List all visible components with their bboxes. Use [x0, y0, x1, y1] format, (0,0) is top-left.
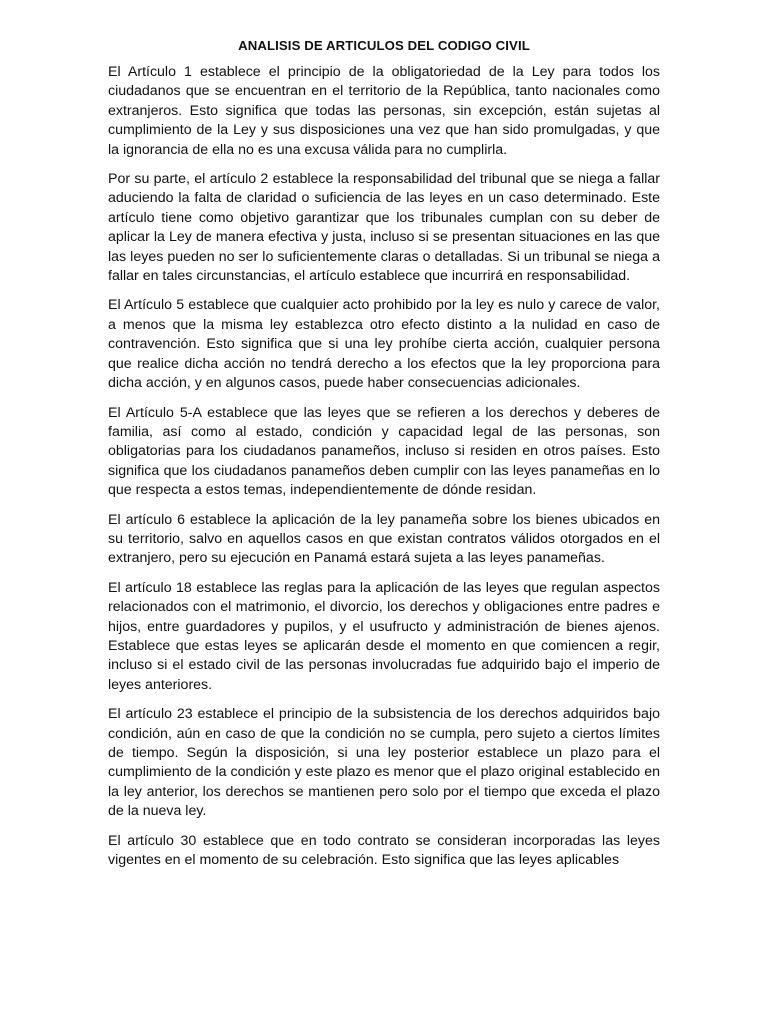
paragraph-articulo-6: El artículo 6 establece la aplicación de la ley panameña sobre los bienes ubicados en su territorio, salvo en aquellos casos en que existan contratos válidos otorgados en el extranjero, pero su ejecución en Panamá estará sujeta a las leyes panameñas. — [108, 511, 660, 567]
paragraph-articulo-23: El artículo 23 establece el principio de la subsistencia de los derechos adquiridos bajo condición, aún en caso de que la condición no se cumpla, pero sujeto a ciertos límites de tiempo. Según la disposición, si una ley posterior establece un plazo para el cumplimiento de la condición y este plazo es menor que el plazo original establecido en la ley anterior, los derechos se mantienen pero solo por el tiempo que exceda el plazo de la nueva ley. — [108, 706, 660, 820]
paragraph-articulo-30: El artículo 30 establece que en todo contrato se consideran incorporadas las leyes vigentes en el momento de su celebración. Esto significa que las leyes aplicables — [108, 832, 660, 869]
paragraph-articulo-5: El Artículo 5 establece que cualquier acto prohibido por la ley es nulo y carece de valor, a menos que la misma ley establezca otro efecto distinto a la nulidad en caso de contravención. Esto significa que si una ley prohíbe cierta acción, cualquier persona que realice dicha acción no tendrá derecho a los efectos que la ley proporciona para dicha acción, y en algunos casos, puede haber consecuencias adicionales. — [108, 297, 660, 392]
paragraph-articulo-5a: El Artículo 5-A establece que las leyes que se refieren a los derechos y deberes de familia, así como al estado, condición y capacidad legal de las personas, son obligatorias para los ciudadanos panameños, incluso si residen en otros países. Esto significa que los ciudadanos panameños deben cumplir con las leyes panameñas en lo que respecta a estos temas, independientemente de dónde residan. — [108, 404, 660, 499]
paragraph-articulo-18: El artículo 18 establece las reglas para la aplicación de las leyes que regulan aspectos relacionados con el matrimonio, el divorcio, los derechos y obligaciones entre padres e hijos, entre guardadores y pupilos, y el usufructo y administración de bienes ajenos. Establece que estas leyes se aplicarán desde el momento en que comiencen a regir, incluso si el estado civil de las personas involucradas fue adquirido bajo el imperio de leyes anteriores. — [108, 579, 660, 693]
document-page — [108, 36, 660, 880]
document-title: ANALISIS DE ARTICULOS DEL CODIGO CIVIL — [238, 38, 530, 53]
paragraph-articulo-1: El Artículo 1 establece el principio de la obligatoriedad de la Ley para todos los ciudadanos que se encuentran en el territorio de la República, tanto nacionales como extranjeros. Esto significa que todas las personas, sin excepción, están sujetas al cumplimiento de la Ley y sus disposiciones una vez que han sido promulgadas, y que la ignorancia de ella no es una excusa válida para no cumplirla. — [108, 64, 660, 158]
paragraph-articulo-2: Por su parte, el artículo 2 establece la responsabilidad del tribunal que se niega a fallar aduciendo la falta de claridad o suficiencia de las leyes en un caso determinado. Este artículo tiene como objetivo garantizar que los tribunales cumplan con su deber de aplicar la Ley de manera efectiva y justa, incluso si se presentan situaciones en las que las leyes pueden no ser lo suficientemente claras o detalladas. Si un tribunal se niega a fallar en tales circunstancias, el artículo establece que incurrirá en responsabilidad. — [108, 171, 660, 285]
